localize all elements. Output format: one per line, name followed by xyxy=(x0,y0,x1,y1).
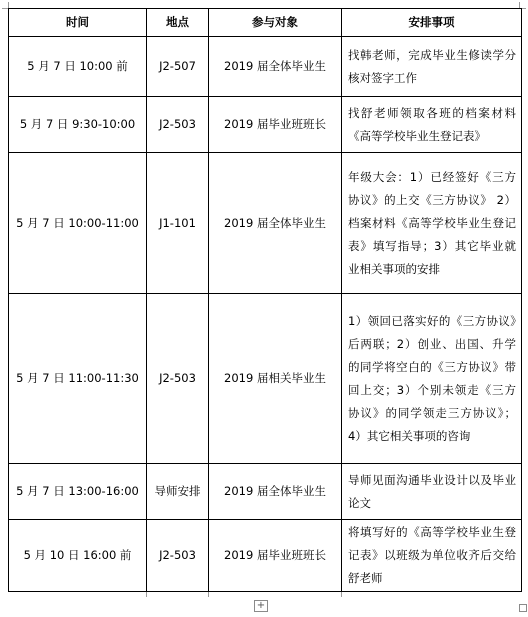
item-cell: 1）领回已落实好的《三方协议》后两联；2）创业、出国、升学的同学将空白的《三方协议》带回上交；3）个别未领走《三方协议》的同学领走三方协议》；4）其它相关事项的咨询 xyxy=(342,294,522,464)
place-cell: J2-507 xyxy=(147,37,209,97)
item-cell: 年级大会：1）已经签好《三方协议》的上交《三方协议》 2）档案材料《高等学校毕业生登记表》填写指导；3）其它毕业就业相关事项的安排 xyxy=(342,153,522,294)
table-row xyxy=(9,294,522,464)
schedule-table xyxy=(8,8,522,592)
place-cell: 导师安排 xyxy=(147,464,209,520)
header-item: 安排事项 xyxy=(342,9,522,37)
column-marker xyxy=(146,592,147,597)
time-cell: 5 月 7 日 13:00-16:00 xyxy=(9,464,147,520)
time-cell: 5 月 7 日 10:00-11:00 xyxy=(9,153,147,294)
place-cell: J2-503 xyxy=(147,520,209,592)
column-marker xyxy=(208,592,209,597)
place-cell: J2-503 xyxy=(147,97,209,153)
time-cell: 5 月 7 日 10:00 前 xyxy=(9,37,147,97)
time-cell: 5 月 7 日 9:30-10:00 xyxy=(9,97,147,153)
target-cell: 2019 届全体毕业生 xyxy=(209,37,342,97)
item-cell: 将填写好的《高等学校毕业生登记表》以班级为单位收齐后交给舒老师 xyxy=(342,520,522,592)
target-cell: 2019 届相关毕业生 xyxy=(209,294,342,464)
target-cell: 2019 届全体毕业生 xyxy=(209,464,342,520)
header-target: 参与对象 xyxy=(209,9,342,37)
table-row xyxy=(9,153,522,294)
table-row xyxy=(9,464,522,520)
column-marker xyxy=(341,592,342,597)
table-row xyxy=(9,520,522,592)
item-cell: 找舒老师领取各班的档案材料《高等学校毕业生登记表》 xyxy=(342,97,522,153)
item-cell: 导师见面沟通毕业设计以及毕业论文 xyxy=(342,464,522,520)
table-row xyxy=(9,97,522,153)
place-cell: J1-101 xyxy=(147,153,209,294)
table-move-handle-icon[interactable]: + xyxy=(254,600,268,612)
time-cell: 5 月 10 日 16:00 前 xyxy=(9,520,147,592)
table-row xyxy=(9,37,522,97)
header-time: 时间 xyxy=(9,9,147,37)
target-cell: 2019 届全体毕业生 xyxy=(209,153,342,294)
header-row xyxy=(9,9,522,37)
header-place: 地点 xyxy=(147,9,209,37)
time-cell: 5 月 7 日 11:00-11:30 xyxy=(9,294,147,464)
item-cell: 找韩老师，完成毕业生修读学分核对签字工作 xyxy=(342,37,522,97)
target-cell: 2019 届毕业班班长 xyxy=(209,520,342,592)
place-cell: J2-503 xyxy=(147,294,209,464)
target-cell: 2019 届毕业班班长 xyxy=(209,97,342,153)
table-resize-handle[interactable] xyxy=(519,604,527,612)
